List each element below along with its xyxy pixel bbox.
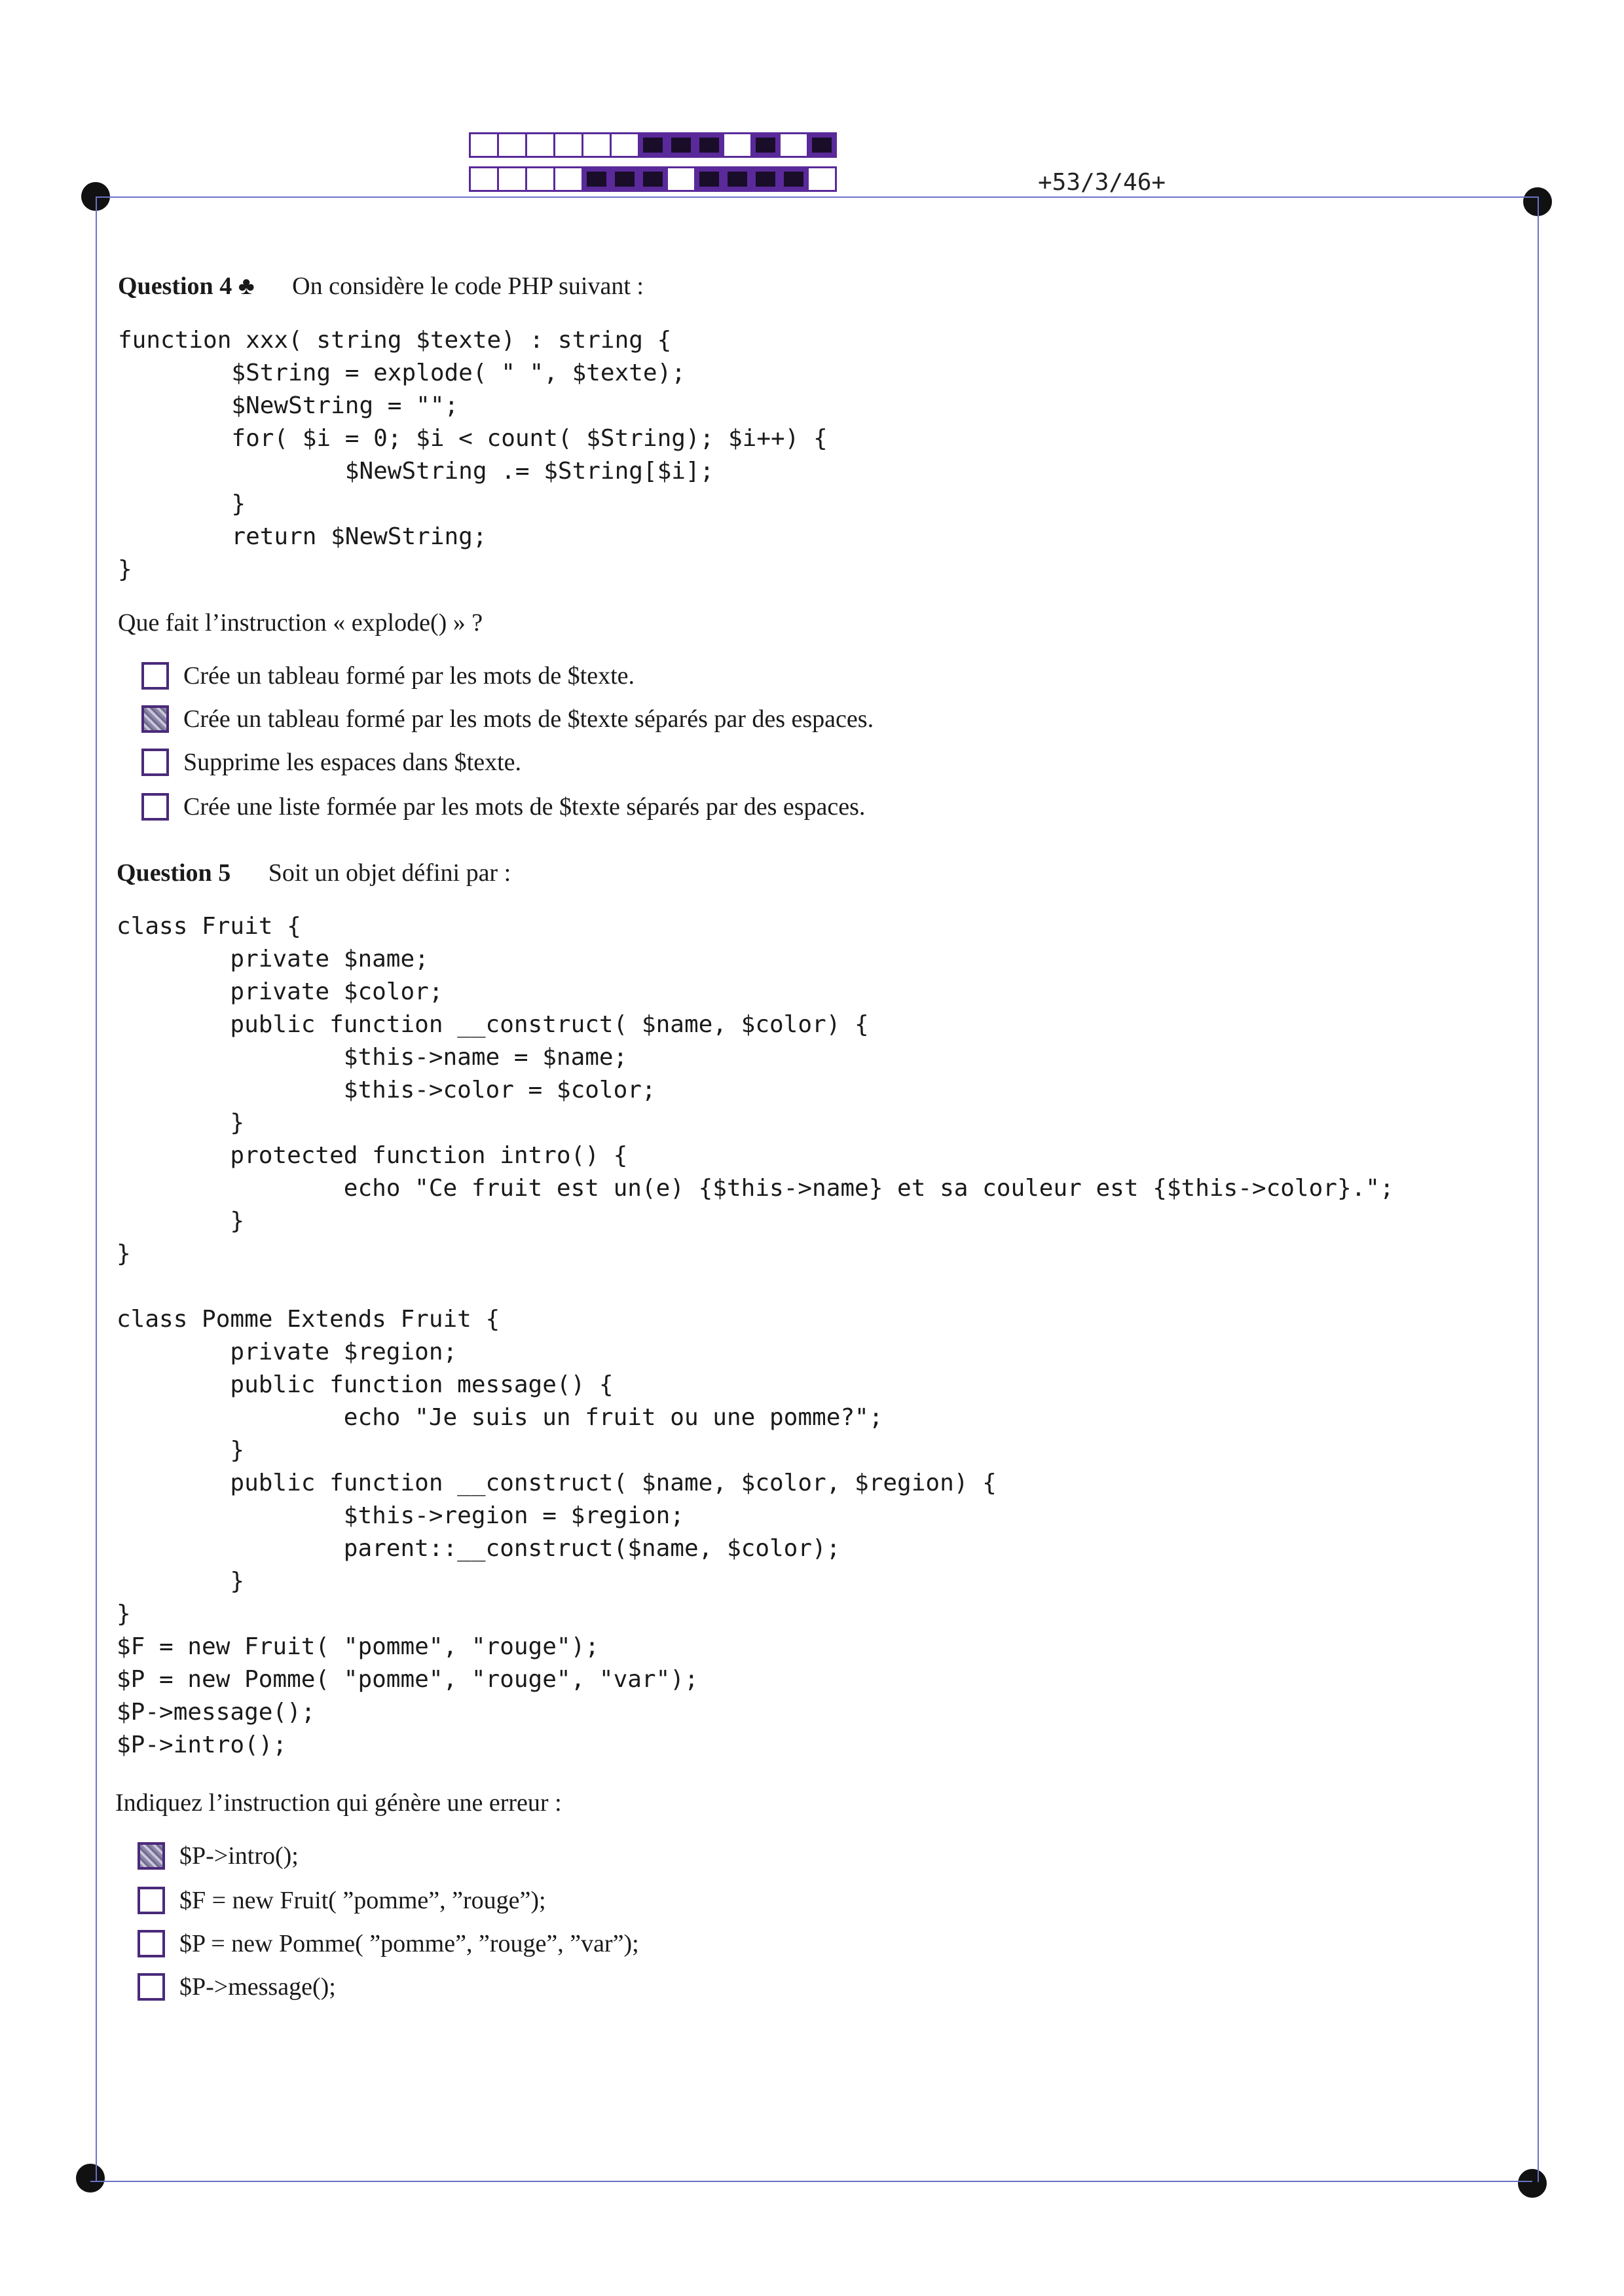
frame-right [1538,196,1539,2182]
question-5-answer-4[interactable] [138,1972,336,2001]
answer-label: $P->message(); [179,1973,336,2001]
frame-bottom [90,2181,1532,2182]
answer-label: $F = new Fruit( ”pomme”, ”rouge”); [179,1887,546,1914]
question-4-label: Question 4 [118,272,232,300]
code-box-cell [752,134,779,156]
question-5-label: Question 5 [117,859,231,887]
code-box-cell [640,168,666,190]
frame-top [96,196,1538,198]
code-box-cell [612,134,638,156]
answer-label: $P->intro(); [179,1842,299,1870]
question-4-code: function xxx( string $texte) : string { $String = explode( " ", $texte); $NewString = ""; for( $i = 0; $i < count( $String); $i++) { $NewString .= $String[$i]; } return $NewString; } [118,327,828,583]
sheet-id: +53/3/46+ [1038,169,1166,196]
question-5-code: class Fruit { private $name; private $color; public function __construct( $name, $color) { $this->name = $name; $this->color = $color; } protected function intro() { echo "Ce fruit est un(e) {$this->name} et sa couleur est {$this->color}."; } } class Pomme Extends Fruit { private $region; public function message() { echo "Je suis un fruit ou une pomme?"; } public function __construct( $name, $color, $region) { $this->region = $region; parent::__construct($name, $color); } } $F = new Fruit( "pomme", "rouge"); $P = new Pomme( "pomme", "rouge", "var"); $P->message(); $P->intro(); [117,913,1394,1758]
answer-checkbox[interactable] [138,1973,165,2001]
code-box-cell [668,168,694,190]
question-5-answer-3[interactable] [138,1929,639,1958]
code-box-cell [781,168,807,190]
answer-checkbox[interactable] [138,1887,165,1914]
code-box-cell [471,168,497,190]
code-box-cell [809,168,835,190]
question-5-heading [117,858,511,888]
code-box-cell [696,134,722,156]
club-icon: ♣ [238,272,255,300]
code-box-cell [668,134,694,156]
code-box-cell [612,168,638,190]
code-box-cell [724,168,750,190]
code-box-cell [809,134,835,156]
question-4-answer-4[interactable] [141,792,865,821]
code-box-cell [555,168,581,190]
code-box-cell [724,134,750,156]
code-box-cell [499,134,525,156]
code-box-cell [471,134,497,156]
code-box-cell [527,168,553,190]
question-4-answer-2[interactable] [141,705,874,733]
code-box-cell [696,168,722,190]
frame-left [96,196,97,2181]
code-box-cell [640,134,666,156]
answer-checkbox[interactable] [141,749,169,776]
question-4-answer-1[interactable] [141,661,635,690]
answer-checkbox[interactable] [141,793,169,821]
answer-checkbox[interactable] [141,662,169,690]
code-box-cell [555,134,581,156]
code-box-cell [752,168,779,190]
question-4-intro: On considère le code PHP suivant : [292,272,644,300]
code-box-cell [527,134,553,156]
registration-mark-bottom-right [1518,2169,1547,2198]
question-4-heading [118,271,644,301]
answer-checkbox[interactable] [138,1930,165,1957]
question-5-answer-1[interactable] [138,1842,299,1870]
answer-label: $P = new Pomme( ”pomme”, ”rouge”, ”var”); [179,1930,639,1957]
answer-checkbox[interactable] [138,1842,165,1870]
answer-label: Supprime les espaces dans $texte. [183,749,522,776]
registration-mark-bottom-left [76,2164,105,2193]
sheet-code-boxes-row-1 [469,132,837,158]
question-5-prompt: Indiquez l’instruction qui génère une erreur : [115,1789,562,1817]
answer-label: Crée une liste formée par les mots de $texte séparés par des espaces. [183,793,866,821]
question-4-answer-3[interactable] [141,748,521,777]
question-5-answer-2[interactable] [138,1886,546,1915]
code-box-cell [583,168,610,190]
answer-label: Crée un tableau formé par les mots de $texte séparés par des espaces. [183,705,874,733]
answer-label: Crée un tableau formé par les mots de $texte. [183,662,635,690]
code-box-cell [781,134,807,156]
question-4-prompt: Que fait l’instruction « explode() » ? [118,609,483,637]
answer-checkbox[interactable] [141,705,169,733]
question-5-intro: Soit un objet défini par : [268,859,511,887]
code-box-cell [499,168,525,190]
sheet-code-boxes-row-2 [469,166,837,192]
code-box-cell [583,134,610,156]
